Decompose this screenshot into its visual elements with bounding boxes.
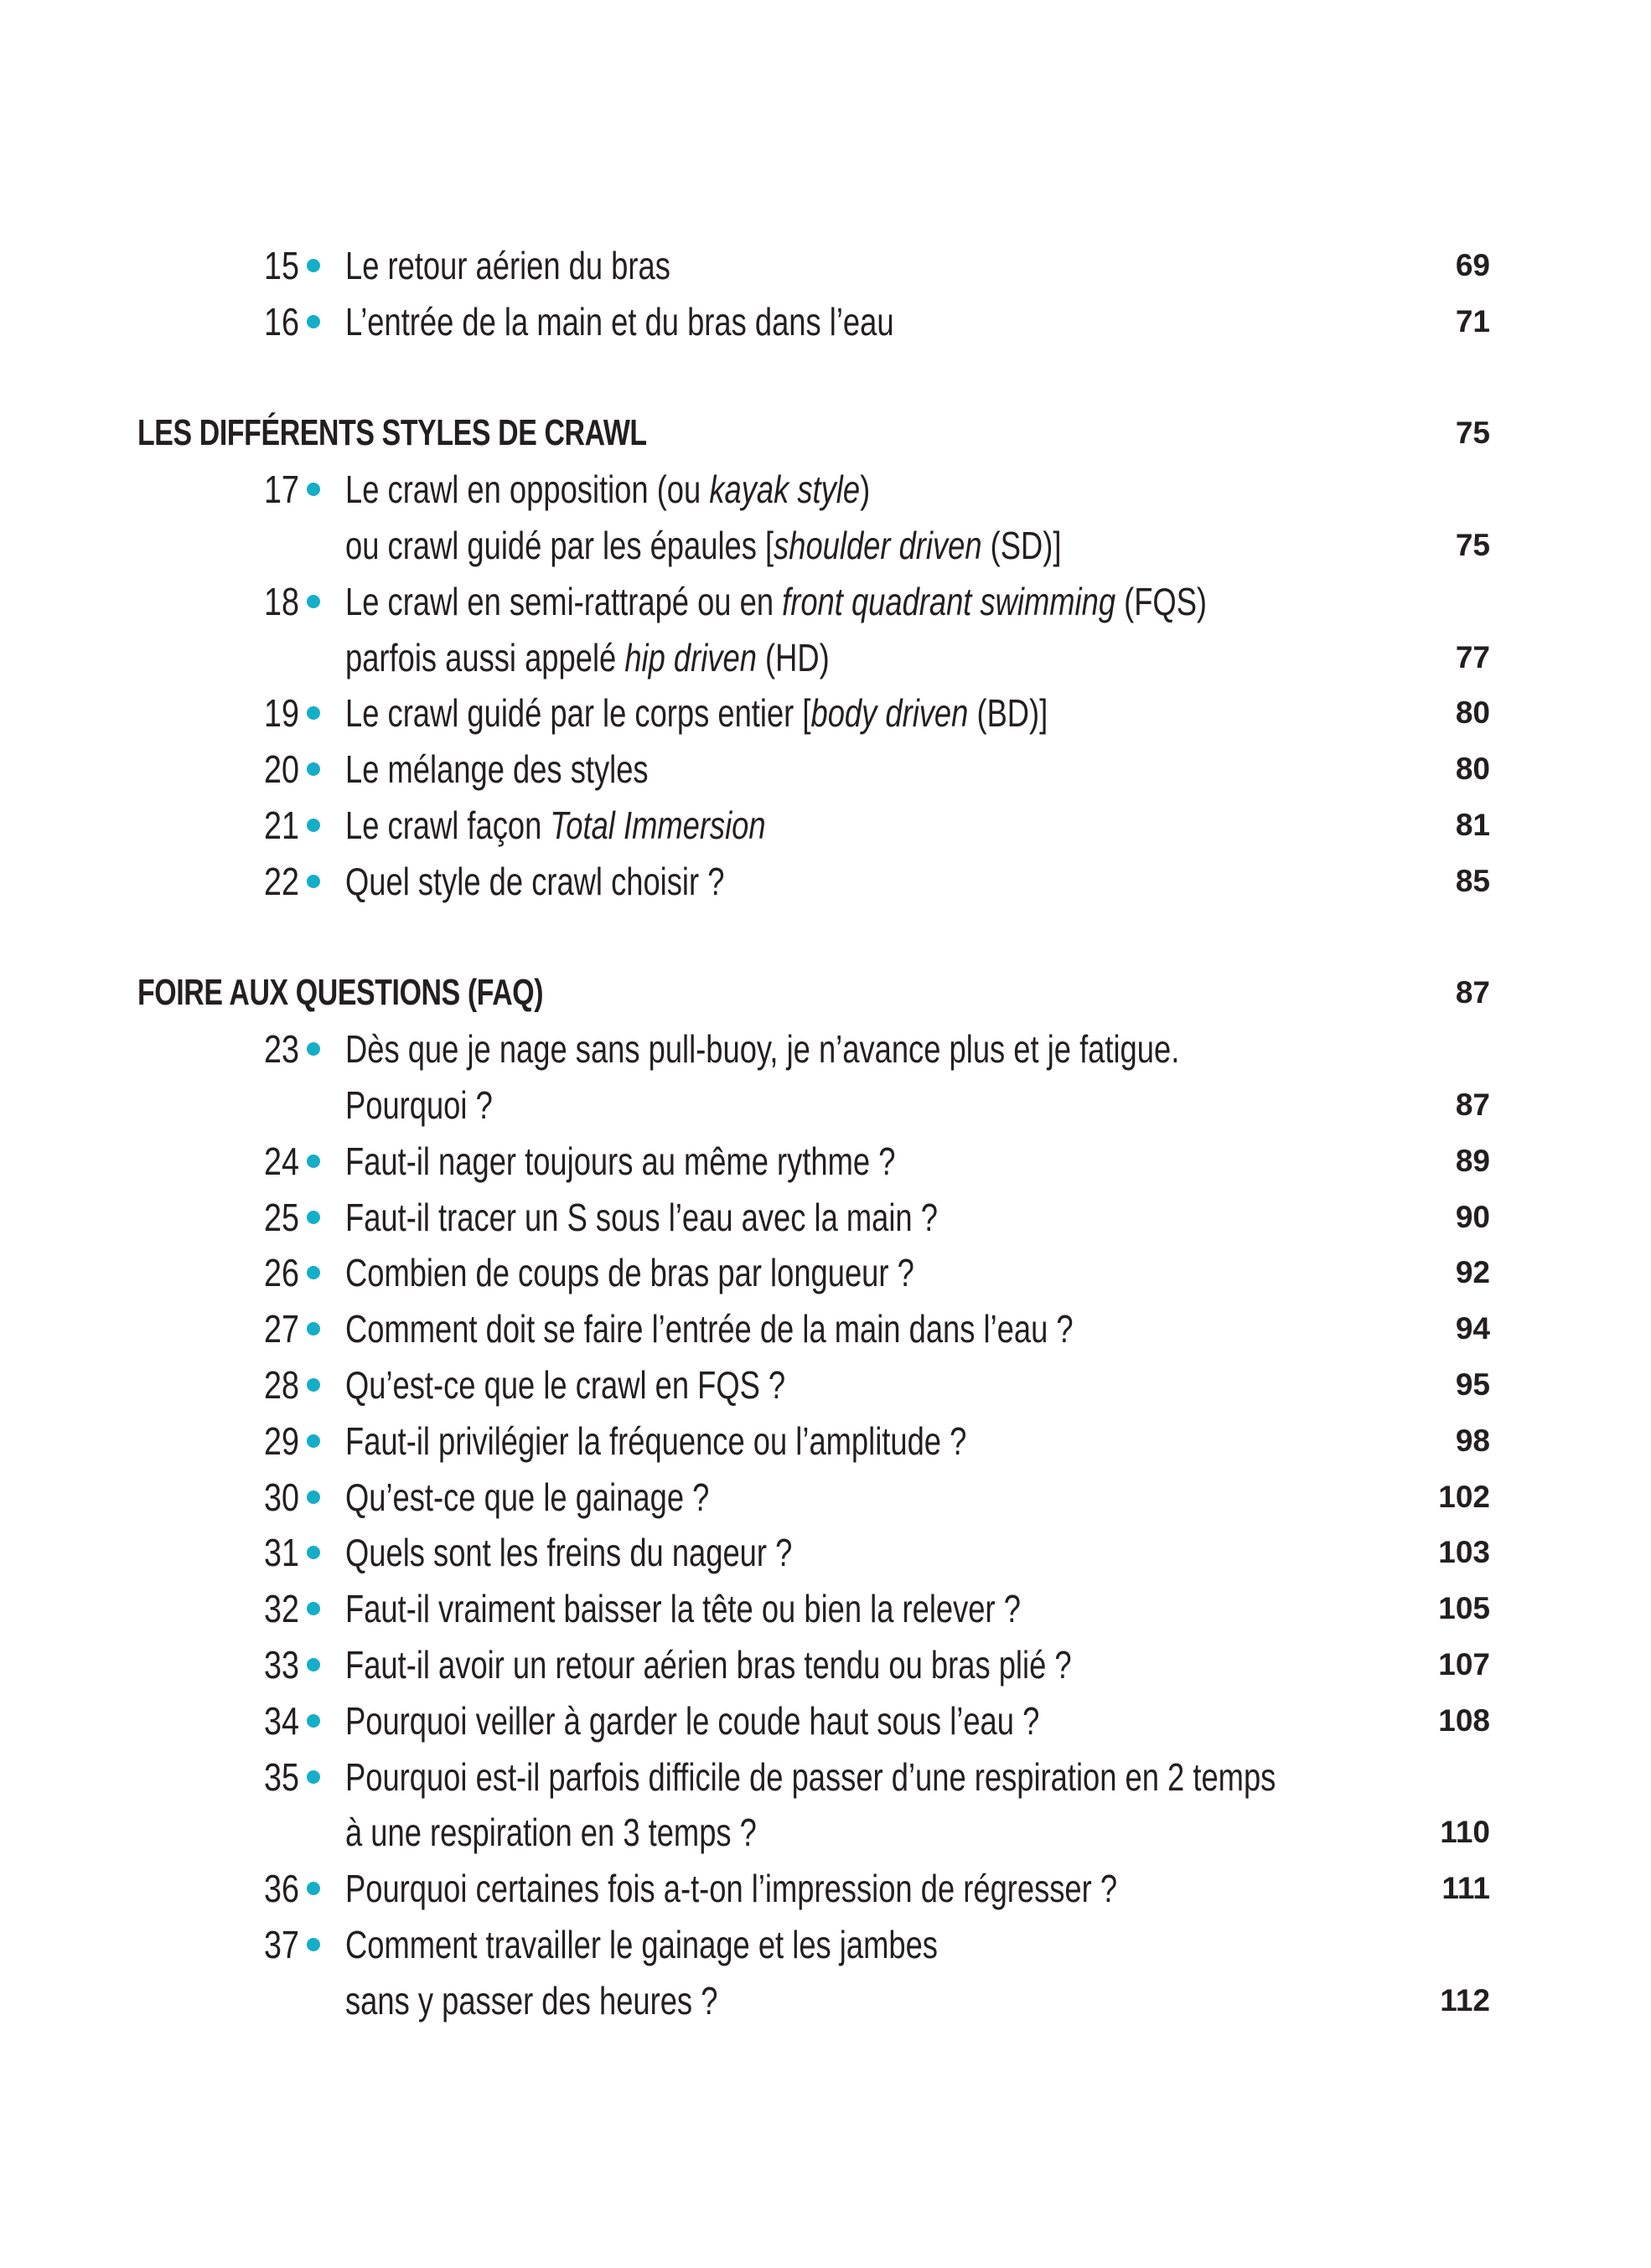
bullet-dot-icon [307,595,320,608]
section-title: FOIRE AUX QUESTIONS (FAQ) [137,972,544,1014]
toc-entry-line [0,1470,1651,1526]
entry-number: 30 [264,1475,299,1519]
title-segment: à une respiration en 3 temps ? [345,1811,757,1855]
entry-title [345,685,1048,741]
entry-title [345,1134,895,1190]
page-number: 77 [1455,639,1490,674]
italic-term: Total Immersion [550,803,766,847]
toc-entry[interactable] [0,1413,1651,1470]
bullet-dot-icon [307,1378,320,1392]
page-number: 98 [1455,1423,1490,1458]
page-number: 103 [1438,1535,1490,1570]
page-number: 107 [1438,1646,1490,1682]
entry-title [345,294,894,350]
entry-number: 15 [264,244,299,287]
toc-entry[interactable] [0,685,1651,741]
entry-number: 36 [264,1867,299,1911]
entry-number: 26 [264,1251,299,1295]
bullet-dot-icon [307,259,320,272]
entry-number: 28 [264,1362,299,1407]
entry-title [345,518,1061,574]
page-number: 75 [1455,527,1490,562]
toc-entry[interactable] [0,1637,1651,1693]
page-number: 69 [1455,248,1490,282]
toc-entry[interactable] [0,1134,1651,1190]
page-number: 94 [1455,1311,1490,1346]
entry-title [345,1917,938,1973]
page-number: 80 [1455,752,1490,787]
title-segment: Faut-il nager toujours au même rythme ? [345,1139,896,1183]
entry-number: 16 [264,299,299,344]
bullet-dot-icon [307,1714,320,1728]
toc-entry-line [0,238,1651,294]
entry-number: 21 [264,803,299,847]
bullet-dot-icon [307,1938,320,1951]
entry-number: 37 [264,1922,299,1966]
entry-title [345,1301,1074,1357]
entry-number: 20 [264,747,299,792]
title-segment: Quels sont les freins du nageur ? [345,1531,793,1575]
title-segment: (BD)] [968,691,1048,736]
title-segment: Quel style de crawl choisir ? [345,859,725,903]
page-number: 81 [1455,807,1490,842]
title-segment: Pourquoi certaines fois a-t-on l’impression de régresser ? [345,1867,1118,1911]
entry-number: 23 [264,1027,299,1072]
entry-title [345,462,870,518]
toc-entry-line [0,1525,1651,1581]
toc-entry[interactable] [0,238,1651,294]
page-number: 90 [1455,1199,1490,1234]
bullet-dot-icon [307,875,320,888]
italic-term: shoulder driven [774,523,982,567]
entry-title [345,1470,709,1526]
bullet-dot-icon [307,1602,320,1615]
toc-entry[interactable] [0,1190,1651,1246]
toc-entry[interactable] [0,1693,1651,1749]
entry-title [345,1973,717,2029]
entry-title [345,1749,1276,1806]
toc-entry-line [0,1413,1651,1470]
toc-entry-line [0,630,1651,686]
entry-number: 34 [264,1698,299,1743]
entry-number: 25 [264,1195,299,1239]
bullet-dot-icon [307,762,320,776]
entry-title [345,1357,785,1413]
toc-entry[interactable] [0,574,1651,686]
toc-entry-line [0,1134,1651,1190]
toc-entry-line [0,1245,1651,1301]
toc-entry[interactable] [0,294,1651,350]
toc-section-heading[interactable] [0,965,1651,1021]
bullet-dot-icon [307,1042,320,1056]
entry-number: 27 [264,1307,299,1351]
toc-entry[interactable] [0,1861,1651,1917]
page-number: 85 [1455,863,1490,898]
title-segment: Dès que je nage sans pull-buoy, je n’avance plus et je fatigue. [345,1027,1180,1072]
entry-title [345,1581,1021,1637]
toc-entry-line [0,1693,1651,1749]
entry-number: 33 [264,1642,299,1687]
bullet-dot-icon [307,1211,320,1224]
entry-title [345,630,830,686]
title-segment: Pourquoi veiller à garder le coude haut sous l’eau ? [345,1698,1040,1743]
toc-entry[interactable] [0,798,1651,854]
toc-entry[interactable] [0,741,1651,798]
toc-entry-line [0,574,1651,630]
page-number: 95 [1455,1366,1490,1402]
title-segment: Pourquoi est-il parfois difficile de passer d’une respiration en 2 temps [345,1754,1276,1799]
toc-entry-line [0,798,1651,854]
toc-entry-line [0,685,1651,741]
toc-entry-line [0,854,1651,910]
entry-number: 29 [264,1418,299,1463]
italic-term: front quadrant swimming [782,579,1116,623]
entry-title [345,1637,1072,1693]
toc-entry[interactable] [0,1581,1651,1637]
title-segment: Le crawl en opposition (ou [345,468,710,512]
title-segment: sans y passer des heures ? [345,1978,718,2023]
title-segment: Le crawl façon [345,803,551,847]
bullet-dot-icon [307,1490,320,1504]
title-segment: ou crawl guidé par les épaules [ [345,523,774,567]
bullet-dot-icon [307,1882,320,1895]
page-number: 80 [1455,695,1490,731]
bullet-dot-icon [307,819,320,832]
entry-title [345,1525,792,1581]
title-segment: Le crawl en semi-rattrapé ou en [345,579,783,623]
title-segment: (SD)] [981,523,1062,567]
toc-entry-line [0,1973,1651,2029]
toc-entry[interactable] [0,854,1651,910]
page-number: 102 [1438,1479,1490,1514]
toc-entry[interactable] [0,1357,1651,1413]
title-segment: Faut-il vraiment baisser la tête ou bien la relever ? [345,1587,1021,1631]
title-segment: Combien de coups de bras par longueur ? [345,1251,914,1295]
toc-entry-line [0,1805,1651,1861]
toc-entry-line [0,741,1651,798]
bullet-dot-icon [307,706,320,720]
toc-entry-line [0,1581,1651,1637]
italic-term: hip driven [624,635,757,679]
toc-entry-line [0,1861,1651,1917]
entry-title [345,798,766,854]
bullet-dot-icon [307,1658,320,1671]
page-number: 108 [1438,1702,1490,1738]
title-segment: ) [860,468,871,512]
bullet-dot-icon [307,483,320,496]
toc-entry-line [0,1077,1651,1134]
toc-entry[interactable] [0,1301,1651,1357]
title-segment: Qu’est-ce que le gainage ? [345,1475,710,1519]
entry-title [345,1693,1039,1749]
page-number: 111 [1441,1871,1490,1906]
bullet-dot-icon [307,1155,320,1168]
entry-title [345,238,670,294]
entry-title [345,854,724,910]
page-number: 92 [1455,1255,1490,1290]
title-segment: Le mélange des styles [345,747,649,792]
page-number: 87 [1455,1087,1490,1122]
toc-section-heading[interactable] [0,406,1651,462]
toc-entry-line [0,1357,1651,1413]
title-segment: Comment travailler le gainage et les jambes [345,1922,938,1966]
title-segment: Le crawl guidé par le corps entier [ [345,691,811,736]
entry-title [345,574,1207,630]
toc-entry-line [0,1301,1651,1357]
title-segment: Pourquoi ? [345,1082,493,1127]
entry-number: 32 [264,1587,299,1631]
page-number: 87 [1455,975,1490,1010]
entry-title [345,1021,1179,1077]
bullet-dot-icon [307,1546,320,1559]
title-segment: (FQS) [1115,579,1208,623]
entry-number: 18 [264,579,299,623]
toc-entry-line [0,294,1651,350]
title-segment: Faut-il avoir un retour aérien bras tendu ou bras plié ? [345,1642,1072,1687]
toc-entry-line [0,462,1651,518]
page-number: 112 [1440,1982,1490,2017]
entry-title [345,1077,493,1134]
toc-entry-line [0,1190,1651,1246]
bullet-dot-icon [307,315,320,328]
toc-entry[interactable] [0,1525,1651,1581]
toc-entry-line [0,1917,1651,1973]
title-segment: Faut-il tracer un S sous l’eau avec la main ? [345,1195,938,1239]
entry-number: 22 [264,859,299,903]
page-number: 71 [1455,303,1490,338]
title-segment: L’entrée de la main et du bras dans l’eau [345,299,894,344]
toc-entry-line [0,1021,1651,1077]
entry-title [345,1190,938,1246]
entry-title [345,741,649,798]
bullet-dot-icon [307,1434,320,1448]
entry-title [345,1861,1117,1917]
title-segment: (HD) [756,635,830,679]
italic-term: body driven [810,691,969,736]
entry-title [345,1805,757,1861]
entry-number: 31 [264,1531,299,1575]
page-number: 110 [1440,1815,1490,1850]
section-gap [0,350,1651,406]
title-segment: parfois aussi appelé [345,635,625,679]
toc-entry[interactable] [0,1245,1651,1301]
entry-number: 35 [264,1754,299,1799]
title-segment: Qu’est-ce que le crawl en FQS ? [345,1362,786,1407]
entry-number: 17 [264,468,299,512]
page-number: 89 [1455,1143,1490,1178]
entry-number: 24 [264,1139,299,1183]
toc-entry[interactable] [0,1917,1651,2029]
bullet-dot-icon [307,1266,320,1279]
toc-entry-line [0,1637,1651,1693]
entry-number: 19 [264,691,299,736]
toc-entry-line [0,1749,1651,1806]
section-gap [0,910,1651,966]
page-number: 75 [1455,416,1490,451]
title-segment: Comment doit se faire l’entrée de la main dans l’eau ? [345,1307,1074,1351]
toc-entry[interactable] [0,1021,1651,1134]
italic-term: kayak style [709,468,861,512]
title-segment: Le retour aérien du bras [345,244,670,287]
bullet-dot-icon [307,1770,320,1784]
toc-entry[interactable] [0,1749,1651,1862]
entry-title [345,1413,966,1470]
toc-entry[interactable] [0,1470,1651,1526]
entry-title [345,1245,914,1301]
page-number: 105 [1438,1591,1490,1626]
toc-entry[interactable] [0,462,1651,574]
toc-entry-line [0,518,1651,574]
table-of-contents [0,238,1651,2029]
bullet-dot-icon [307,1322,320,1335]
title-segment: Faut-il privilégier la fréquence ou l’amplitude ? [345,1418,967,1463]
section-title: LES DIFFÉRENTS STYLES DE CRAWL [137,412,647,454]
